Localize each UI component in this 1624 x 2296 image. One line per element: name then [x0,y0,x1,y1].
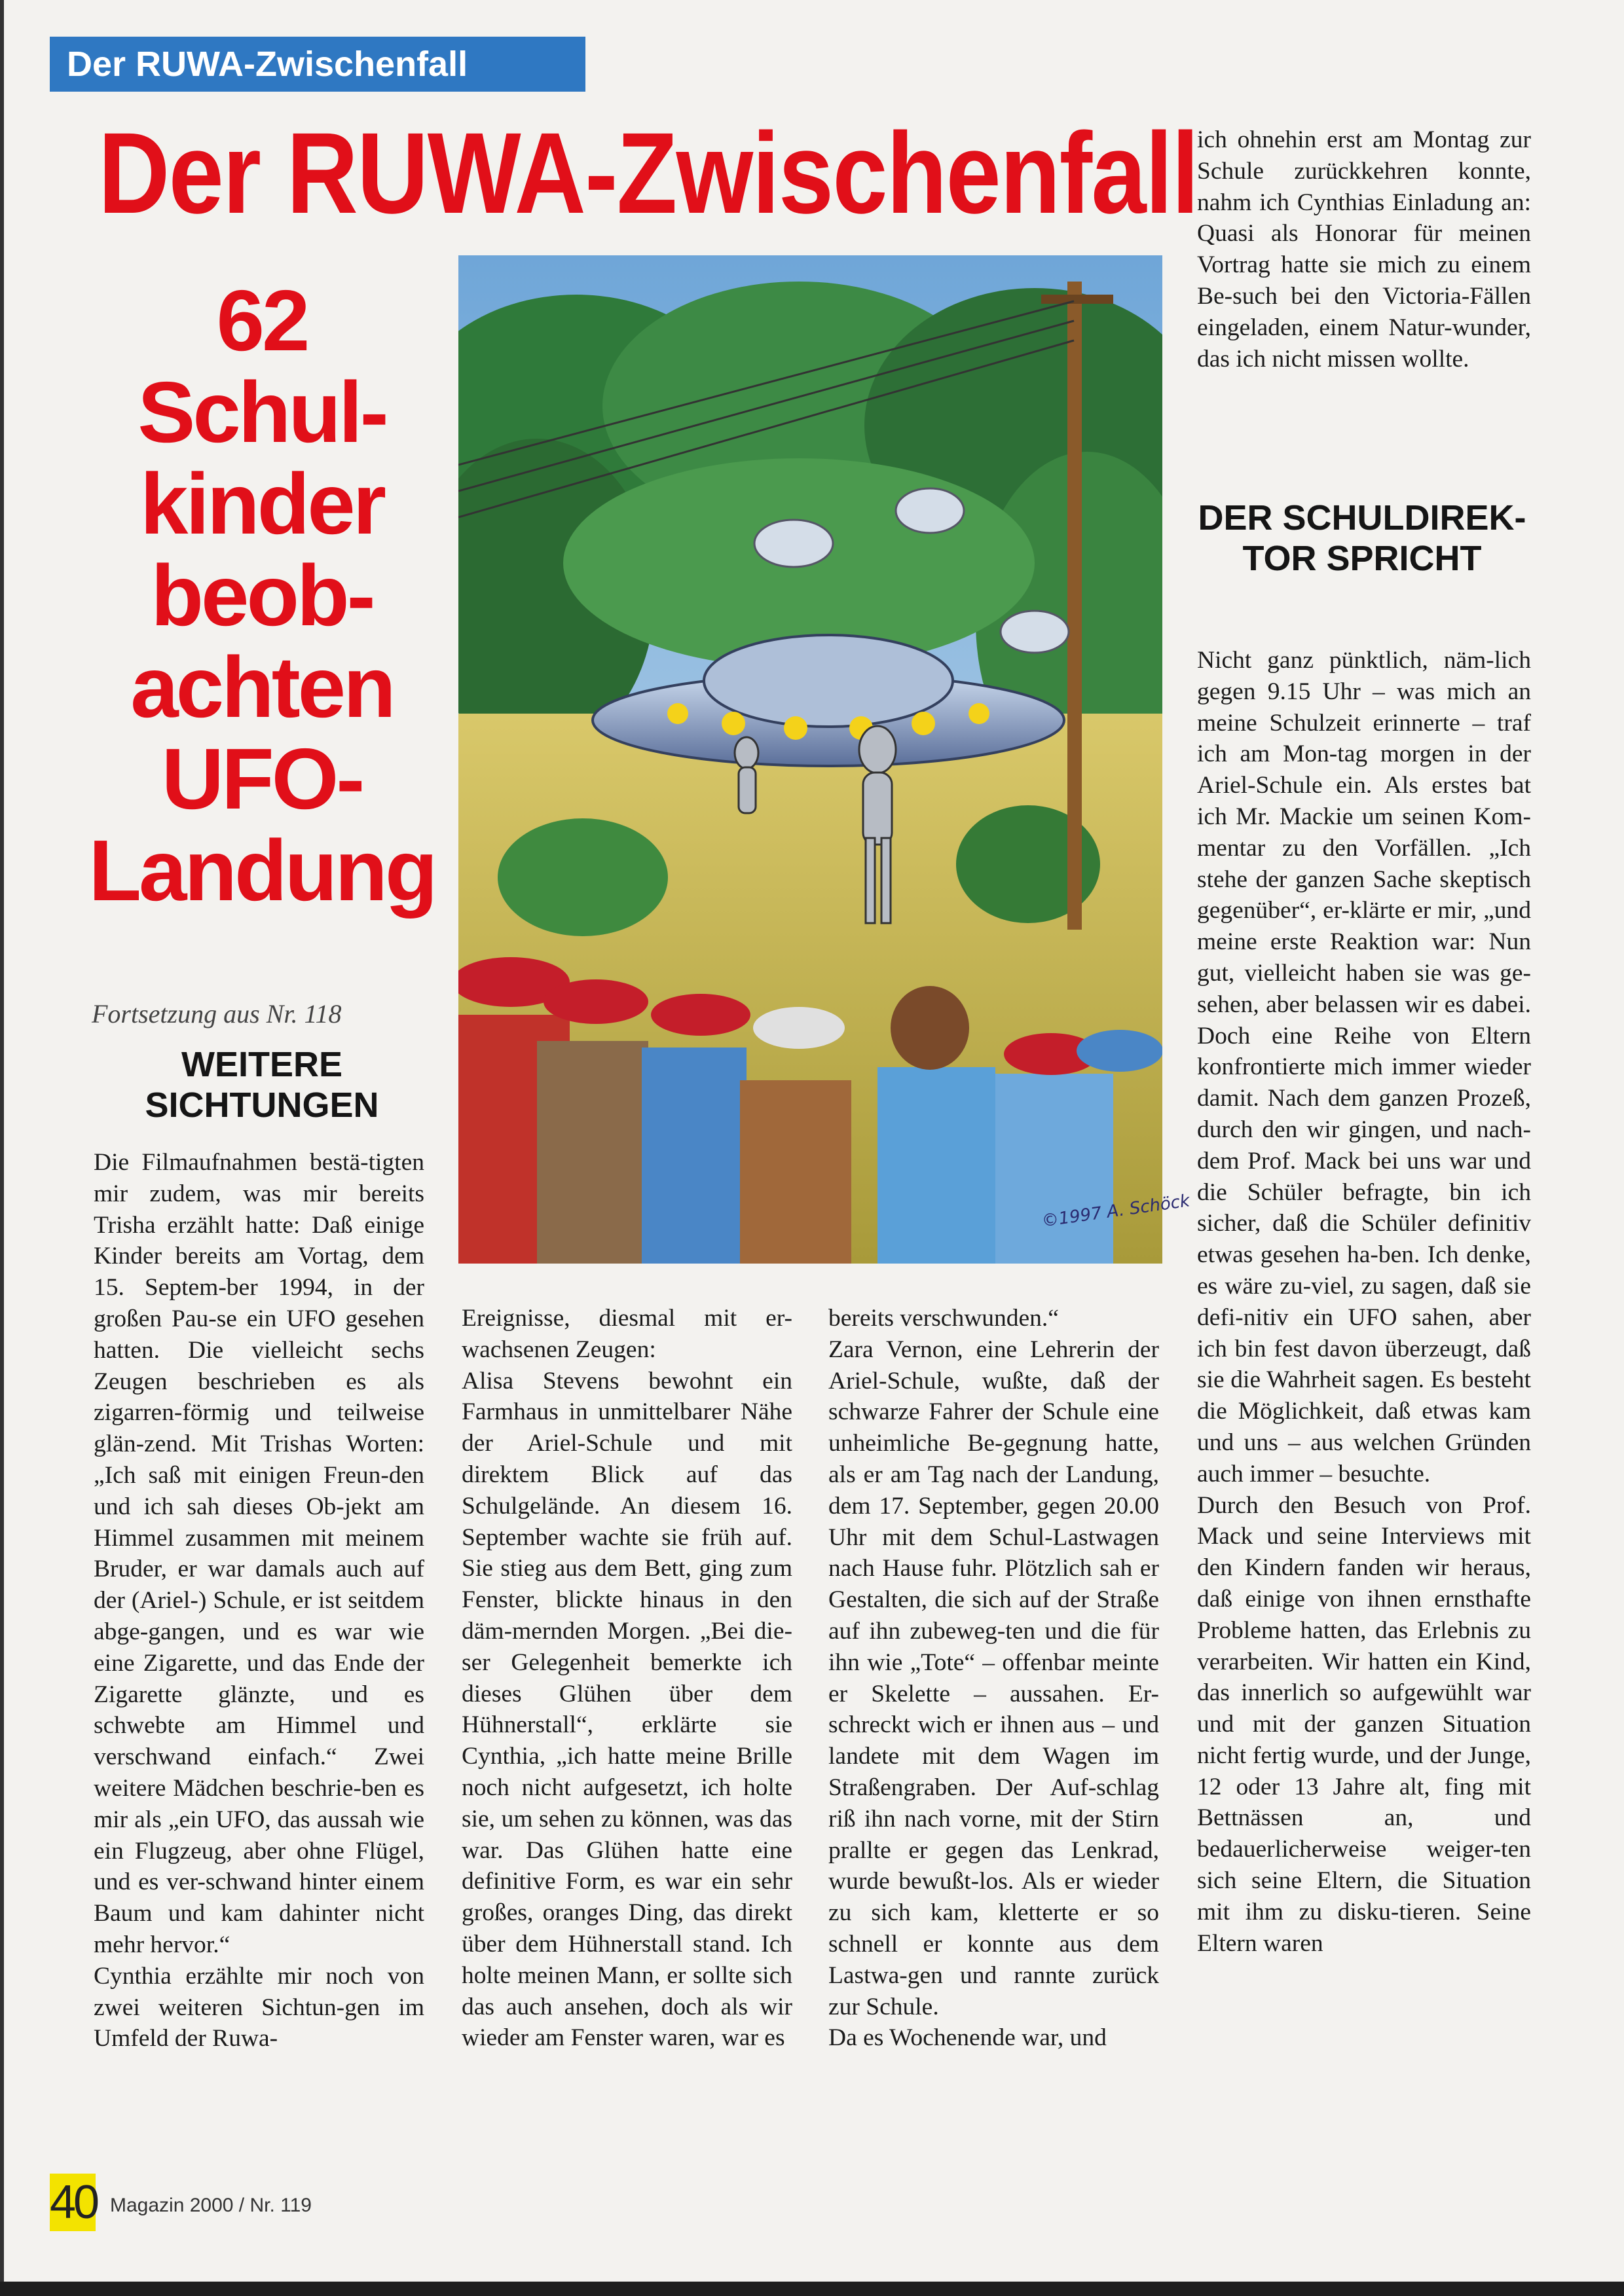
article-column-1 [94,1147,424,2054]
continuation-note: Fortsetzung aus Nr. 118 [92,999,342,1029]
headline: Der RUWA-Zwischenfall [98,109,1198,238]
page-edge-shadow [0,0,4,2296]
section-tab: Der RUWA-Zwischenfall [50,37,585,92]
paragraph: Da es Wochenende war, und [828,2024,1107,2052]
paragraph: ich ohnehin erst am Montag zur Schule zurückkehren konnte, nahm ich Cynthias Einladung an: Quasi als Honorar für meinen Vortrag hatte sie mich zu einem Be-such bei den Victoria-Fällen eingeladen, einem Natur-wunder, das ich nicht missen wollte. [1197,126,1531,373]
deck-line: beob- [151,547,373,644]
article-column-2 [462,1303,792,2054]
deck-line: Schul- [138,364,386,460]
page-bottom-edge [0,2282,1624,2296]
paragraph: Zara Vernon, eine Lehrerin der Ariel-Schule, wußte, daß der schwarze Fahrer der Schule eine unheimliche Be-gegnung hatte, als er am Tag nach der Landung, dem 17. September, gegen 20.00 Uhr mit dem Schul-Lastwagen nach Hause fuhr. Plötzlich sah er Gestalten, die sich auf der Straße auf ihn zubeweg-ten und die für ihn wie „Tote“ – offenbar meinte er Skelette – aussahen. Er-schreckt wich er ihnen aus – und landete mit dem Wagen im Straßengraben. Der Auf-schlag riß ihn nach vorne, mit der Stirn prallte er gegen das Lenkrad, wurde bewußt-los. Als er wieder zu sich kam, kletterte er so schnell er konnte aus dem Lastwa-gen und rannte zurück zur Schule. [828,1336,1159,2020]
page-number: 40 [50,2174,96,2231]
artist-signature: ©1997 A. Schöck [1041,1191,1191,1231]
deck-line: 62 [216,272,308,369]
subhead-weitere-sichtungen: WEITERE SICHTUNGEN [145,1045,379,1125]
illustration-artwork [458,255,1162,1264]
paragraph: Ereignisse, diesmal mit er-wachsenen Zeugen: [462,1305,792,1363]
deck-line: achten [130,639,394,735]
deck-line: kinder [139,456,384,552]
article-column-4 [1197,645,1531,1959]
paragraph: Nicht ganz pünktlich, näm-lich gegen 9.15 Uhr – was mich an meine Schulzeit erinnerte – traf ich am Mon-tag morgen in der Ariel-Schule ein. Als erstes bat ich Mr. Mackie um seinen Kom-mentar zu den Vorfällen. „Ich stehe der ganzen Sache skeptisch gegenüber“, er-klärte er mir, „und meine erste Reaktion war: Nun gut, vielleicht haben sie was ge-sehen, aber belassen wir es dabei. Doch eine Reihe von Eltern konfrontierte mich immer wieder damit. Nach dem ganzen Prozeß, durch den wir gingen, und nach-dem Prof. Mack bei uns war und die Schüler befragte, bin ich sicher, daß die Schüler definitiv etwas gesehen ha-ben. Ich denke, es wäre zu-viel, zu sagen, daß sie defi-nitiv ein UFO sahen, aber ich bin fest davon überzeugt, daß sie die Wahrheit sagen. Es besteht die Möglichkeit, daß etwas kam und uns – aus welchen Gründen auch immer – besuchte. [1197,647,1531,1487]
subhead-schuldirektor: DER SCHULDIREK- TOR SPRICHT [1198,498,1526,578]
paragraph: bereits verschwunden.“ [828,1305,1059,1332]
paragraph: Alisa Stevens bewohnt ein Farmhaus in unmittelbarer Nähe der Ariel-Schule und mit direktem Blick auf das Schulgelände. An diesem 16. September wachte sie früh auf. Sie stieg aus dem Bett, ging zum Fenster, blickte hinaus in den däm-mernden Morgen. „Bei die-ser Gelegenheit bemerkte ich dieses Glühen über dem Hühnerstall“, erklärte sie Cynthia, „ich hatte meine Brille noch nicht aufgesetzt, ich holte sie, um sehen zu können, was das war. Das Glühen hatte eine definitive Form, es war ein sehr großes, oranges Ding, das direkt über dem Hühnerstall stand. Ich holte meinen Mann, er sollte sich das auch ansehen, doch als wir wieder am Fenster waren, war es [462,1367,792,2052]
article-column-4-top [1197,124,1531,374]
magazine-issue: Magazin 2000 / Nr. 119 [110,2195,312,2216]
deck-line: Landung [88,822,435,919]
article-column-3 [828,1303,1159,2054]
paragraph: Durch den Besuch von Prof. Mack und seine Interviews mit den Kindern fanden wir heraus, daß einige von ihnen ernsthafte Probleme hatten, das Erlebnis zu verarbeiten. Wir hatten ein Kind, das innerlich so aufgewühlt war und mit der ganzen Situation nicht fertig wurde, und der Junge, 12 oder 13 Jahre alt, fing mit Bettnässen an, und bedauerlicherweise weiger-ten sich seine Eltern, die Situation mit ihm zu disku-tieren. Seine Eltern waren [1197,1491,1531,1957]
deck-title [79,272,445,919]
paragraph: Die Filmaufnahmen bestä-tigten mir zudem, was mir bereits Trisha erzählt hatte: Daß einige Kinder bereits am Vortag, dem 15. Septem-ber 1994, in der großen Pau-se ein UFO gesehen hatten. Die vielleicht sechs Zeugen beschrieben es als zigarren-förmig und teilweise glän-zend. Mit Trishas Worten: „Ich saß mit einigen Freun-den und ich sah dieses Ob-jekt am Himmel zusammen mit meinem Bruder, er war damals auch auf der (Ariel-) Schule, er ist seitdem abge-gangen, und es war wie eine Zigarette, und das Ende der Zigarette glänzte, und es schwebte am Himmel und verschwand einfach.“ Zwei weitere Mädchen beschrie-ben es mir als „ein UFO, das aussah wie ein Flugzeug, aber ohne Flügel, und es ver-schwand hinter einem Baum und kam dahinter nicht mehr hervor.“ [94,1149,424,1958]
deck-line: UFO- [161,731,363,827]
paragraph: Cynthia erzählte mir noch von zwei weiteren Sichtun-gen im Umfeld der Ruwa- [94,1962,424,2052]
ufo-landing-illustration [458,255,1162,1264]
